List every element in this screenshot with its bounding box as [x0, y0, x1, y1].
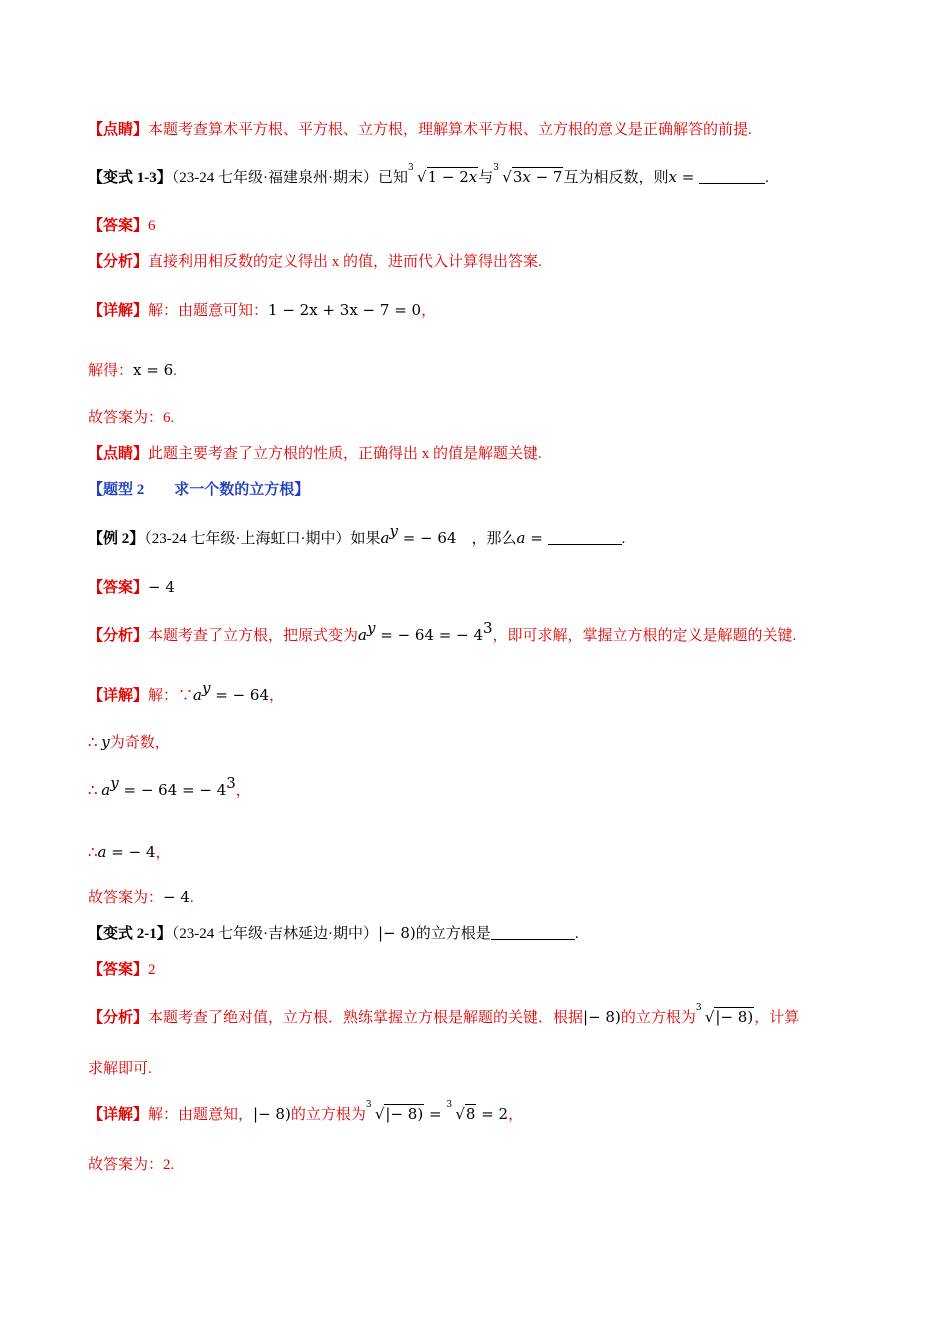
therefore-line-3: ∴a = − 4， — [88, 843, 171, 861]
analysis-line-1: 【分析】直接利用相反数的定义得出 x 的值，进而代入计算得出答案. — [88, 254, 542, 270]
answer-blank — [548, 544, 622, 545]
answer-line-3: 【答案】2 — [88, 962, 156, 978]
cube-root-expr-2: 3 √3x − 7 — [493, 163, 563, 186]
answer-line-1: 【答案】6 — [88, 218, 156, 234]
analysis-continuation: 求解即可. — [88, 1061, 152, 1077]
section-title: 【题型 2 求一个数的立方根】 — [88, 482, 310, 498]
therefore-line-1: ∴ y为奇数， — [88, 733, 170, 751]
remark-line-1 — [88, 118, 752, 139]
conclusion-line-2: 故答案为：− 4. — [88, 888, 194, 906]
variant-2-1-question: 【变式 2-1】（23-24 七年级·吉林延边·期中）|− 8)的立方根是 . — [88, 924, 579, 942]
cube-root-8: 3 √8 — [446, 1100, 476, 1123]
variant-tag: 【变式 1-3】 — [88, 170, 172, 186]
conclusion-line-1: 故答案为：6. — [88, 410, 175, 426]
detail-line-3: 【详解】解：由题意知，|− 8)的立方根为 3 √|− 8) = 3 √8 = 2， — [88, 1100, 524, 1123]
variant-1-3-question: 【变式 1-3】（23-24 七年级·福建泉州·期末）已知 3 √1 − 2x与 3 √3x − 7互为相反数，则x = . — [88, 163, 769, 186]
equation: 1 − 2x + 3x − 7 = 0 — [268, 301, 422, 319]
analysis-line-2: 【分析】本题考查了立方根，把原式变为$a^y$ = − 64 = − $4^3$，即可求解，掌握立方根的定义是解题的关键. — [88, 619, 797, 644]
cube-root-abs: 3 √|− 8) — [695, 1003, 754, 1026]
solve-line: 解得：x = 6. — [88, 361, 177, 379]
cube-root-expr-1: 3 √1 − 2x — [408, 163, 478, 186]
conclusion-line-3: 故答案为：2. — [88, 1157, 175, 1173]
remark-text: 本题考查算术平方根、平方根、立方根，理解算术平方根、立方根的意义是正确解答的前提. — [148, 122, 752, 138]
therefore-line-2: ∴ $a^y$ = − 64 = − $4^3$， — [88, 774, 251, 799]
remark-tag: 【点睛】 — [88, 122, 149, 138]
answer-blank — [699, 183, 765, 184]
answer-blank — [491, 939, 575, 940]
remark-line-2: 【点睛】此题主要考查了立方根的性质，正确得出 x 的值是解题关键. — [88, 446, 542, 462]
variant-source: （23-24 七年级·福建泉州·期末）已知 — [171, 170, 408, 186]
answer-line-2: 【答案】− 4 — [88, 578, 175, 596]
detail-line-2: 【详解】解：$\because a^y$ = − 64， — [88, 679, 285, 704]
cube-root-abs: 3 √|− 8) — [365, 1100, 424, 1123]
analysis-line-3: 【分析】本题考查了绝对值，立方根．熟练掌握立方根是解题的关键．根据|− 8)的立方根为 3 √|− 8)，计算 — [88, 1003, 800, 1026]
detail-line-1: 【详解】解：由题意可知：1 − 2x + 3x − 7 = 0， — [88, 301, 437, 319]
example-2-question: 【例 2】（23-24 七年级·上海虹口·期中）如果$a^y$ = − 64 ，那么a = . — [88, 522, 626, 547]
